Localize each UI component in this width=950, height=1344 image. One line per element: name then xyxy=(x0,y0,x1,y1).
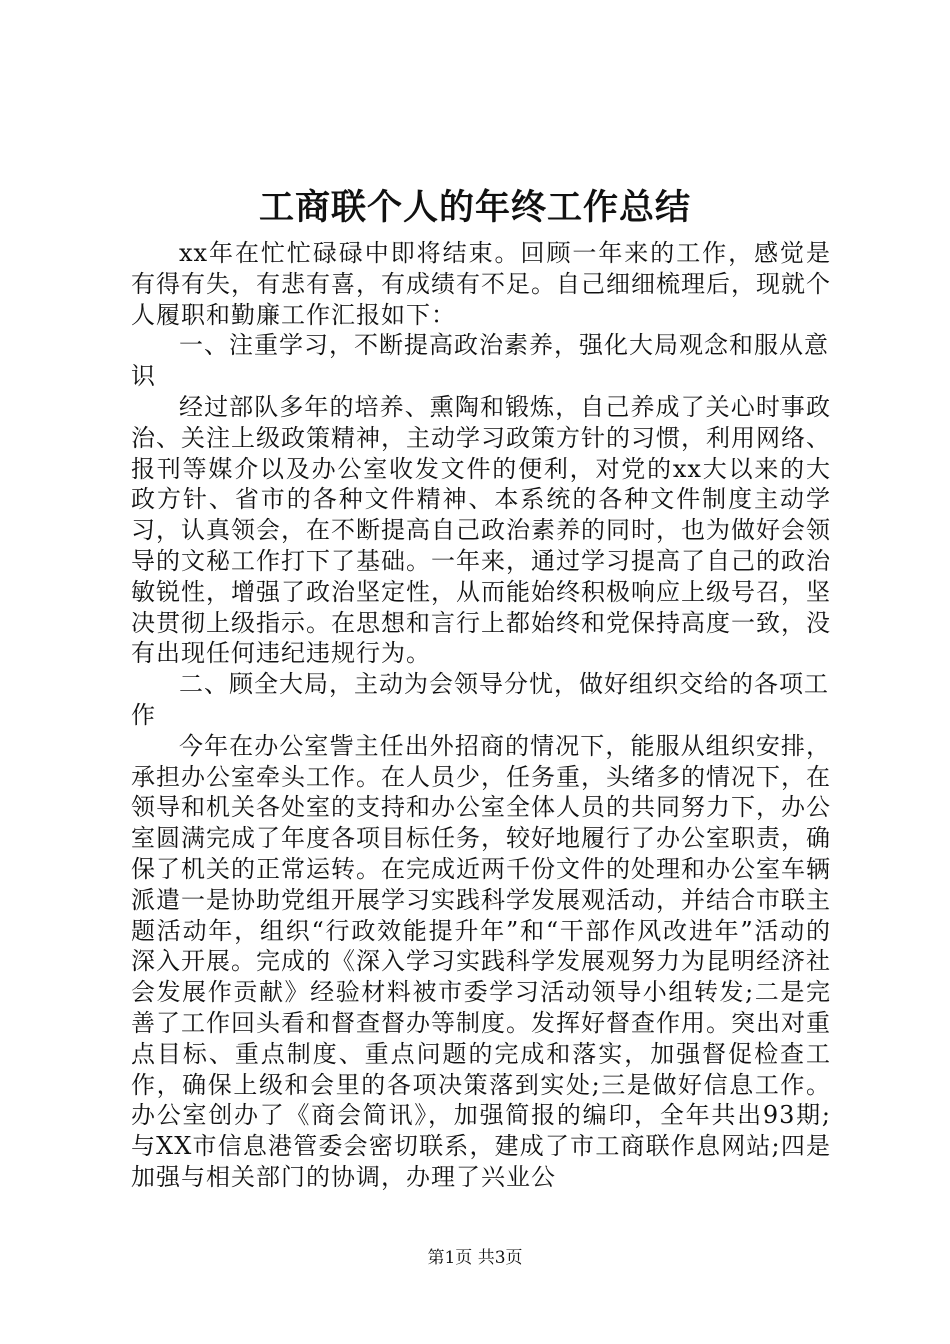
document-body xyxy=(131,238,831,1193)
paragraph-study: 经过部队多年的培养、熏陶和锻炼，自己养成了关心时事政治、关注上级政策精神，主动学习政策方针的习惯，利用网络、报刊等媒介以及办公室收发文件的便利，对党的xx大以来的大政方针、省市的各种文件精神、本系统的各种文件制度主动学习，认真领会，在不断提高自己政治素养的同时，也为做好会领导的文秘工作打下了基础。一年来，通过学习提高了自己的政治敏锐性，增强了政治坚定性，从而能始终积极响应上级号召，坚决贯彻上级指示。在思想和言行上都始终和党保持高度一致，没有出现任何违纪违规行为。 xyxy=(131,392,831,668)
section-heading-2: 二、顾全大局，主动为会领导分忧，做好组织交给的各项工作 xyxy=(131,670,829,729)
paragraph-office-work: 今年在办公室訾主任出外招商的情况下，能服从组织安排，承担办公室牵头工作。在人员少，任务重，头绪多的情况下，在领导和机关各处室的支持和办公室全体人员的共同努力下，办公室圆满完成了年度各项目标任务，较好地履行了办公室职责，确保了机关的正常运转。在完成近两千份文件的处理和办公室车辆派遣一是协助党组开展学习实践科学发展观活动，并结合市联主题活动年，组织“行政效能提升年”和“干部作风改进年”活动的深入开展。完成的《深入学习实践科学发展观努力为昆明经济社会发展作贡献》经验材料被市委学习活动领导小组转发;二是完善了工作回头看和督查督办等制度。发挥好督查作用。突出对重点目标、重点制度、重点问题的完成和落实，加强督促检查工作，确保上级和会里的各项决策落到实处;三是做好信息工作。办公室创办了《商会简讯》，加强简报的编印，全年共出93期;与XX市信息港管委会密切联系，建成了市工商联作息网站;四是加强与相关部门的协调，办理了兴业公 xyxy=(131,731,831,1191)
page-footer: 第1页 共3页 xyxy=(427,1248,523,1268)
section-heading-1: 一、注重学习，不断提高政治素养，强化大局观念和服从意识 xyxy=(131,331,829,391)
paragraph-intro: xx年在忙忙碌碌中即将结束。回顾一年来的工作，感觉是有得有失，有悲有喜，有成绩有不足。自己细细梳理后，现就个人履职和勤廉工作汇报如下： xyxy=(131,239,831,329)
document-title: 工商联个人的年终工作总结 xyxy=(258,187,691,228)
